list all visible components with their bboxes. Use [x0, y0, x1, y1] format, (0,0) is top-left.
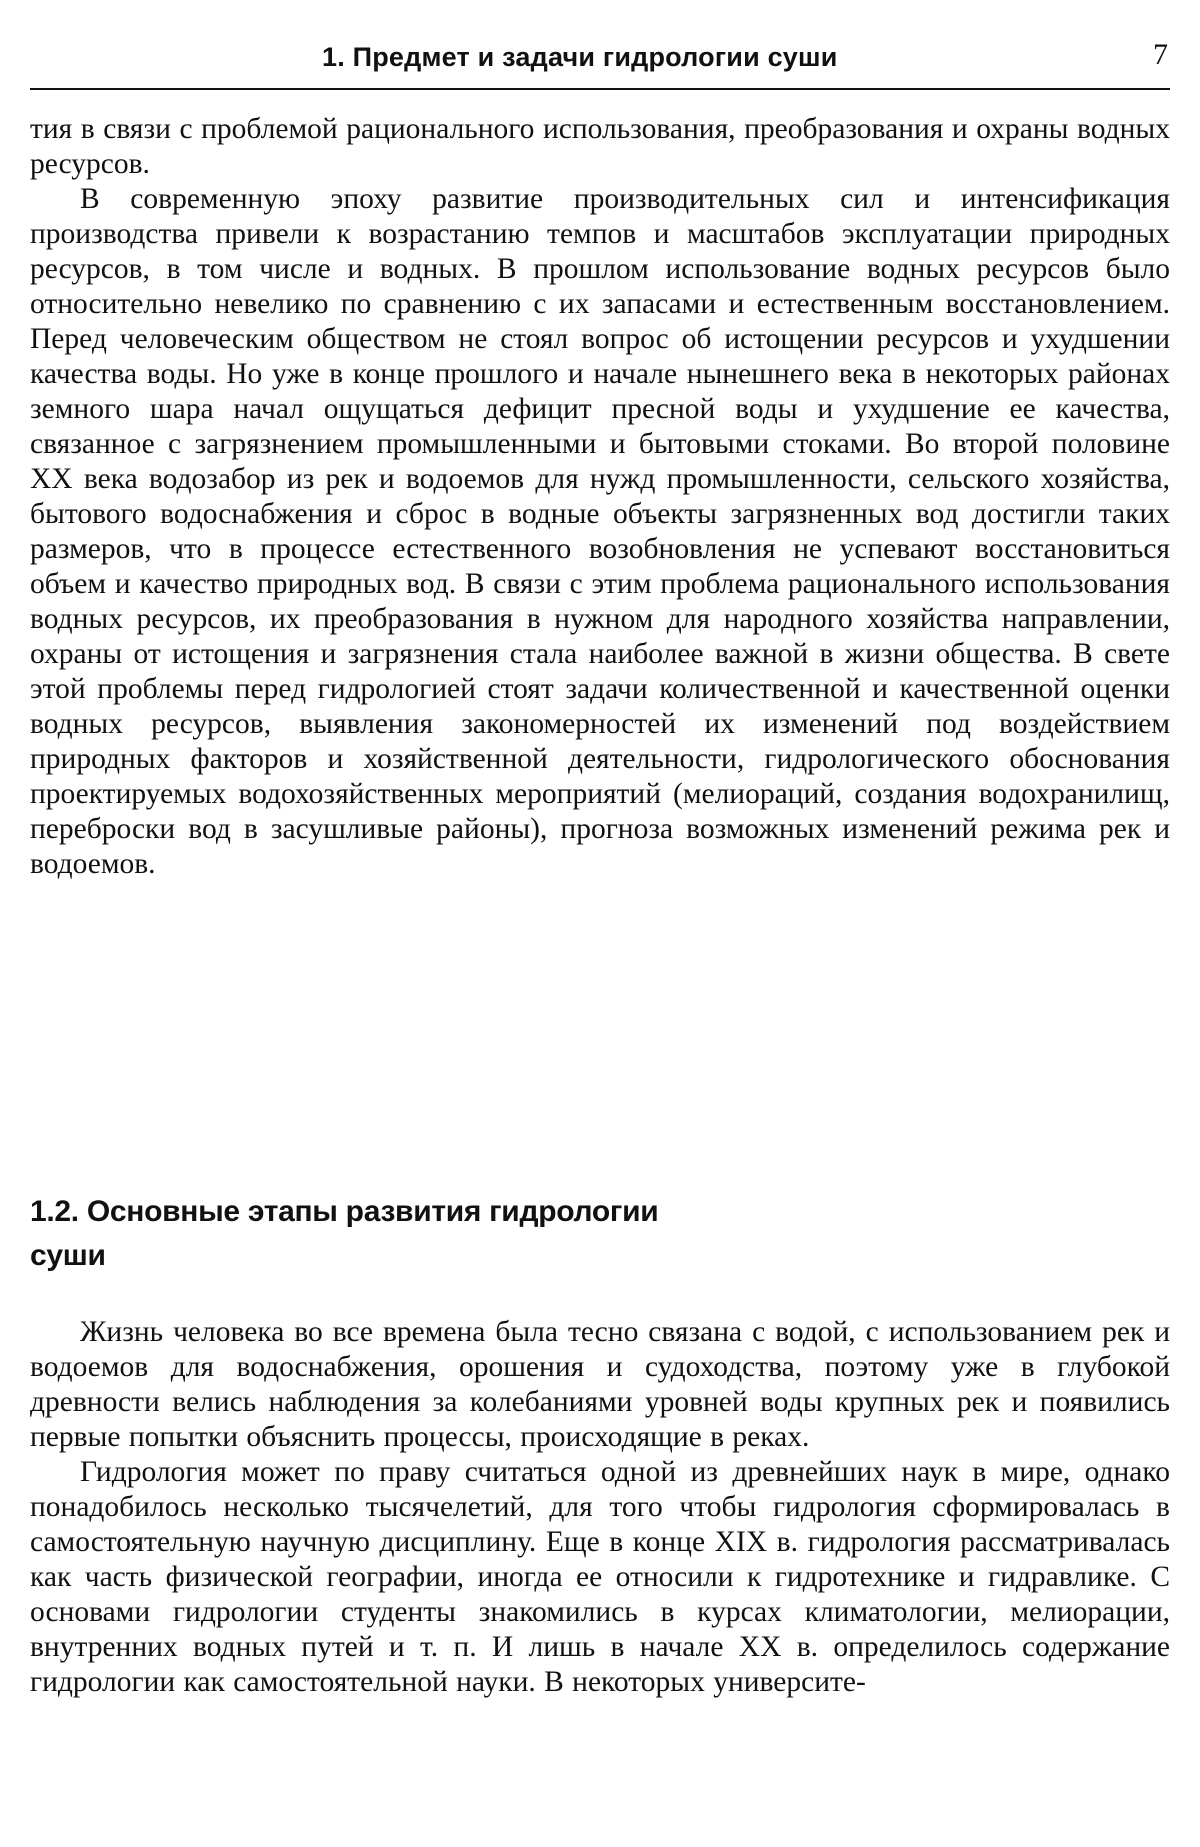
running-head	[30, 38, 1170, 90]
paragraph: Жизнь человека во все времена была тесно связана с водой, с использованием рек и водоемов для водоснабжения, орошения и судоходства, поэтому уже в глубокой древности велись наблюдения за колебаниями уровней воды крупных рек и появились первые попытки объяснить процессы, происходящие в реках.	[30, 1316, 1170, 1453]
book-page	[30, 0, 1170, 1847]
running-head-title: 1. Предмет и задачи гидрологии суши	[322, 42, 838, 72]
paragraph: В современную эпоху развитие производительных сил и интенсификация производства привели к возрастанию темпов и масштабов эксплуатации природных ресурсов, в том числе и водных. В прошлом использование водных ресурсов было относительно невелико по сравнению с их запасами и естественным восстановлением. Перед человеческим обществом не стоял вопрос об истощении ресурсов и ухудшении качества воды. Но уже в конце прошлого и начале нынешнего века в некоторых районах земного шара начал ощущаться дефицит пресной воды и ухудшение ее качества, связанное с загрязнением промышленными и бытовыми стоками. Во второй половине XX века водозабор из рек и водоемов для нужд промышленности, сельского хозяйства, бытового водоснабжения и сброс в водные объекты загрязненных вод достигли таких размеров, что в процессе естественного возобновления не успевают восстановиться объем и качество природных вод. В связи с этим проблема рационального использования водных ресурсов, их преобразования в нужном для народного хозяйства направлении, охраны от истощения и загрязнения стала наиболее важной в жизни общества. В свете этой проблемы перед гидрологией стоят задачи количественной и качественной оценки водных ресурсов, выявления закономерностей их изменений под воздействием природных факторов и хозяйственной деятельности, гидрологического обоснования проектируемых водохозяйственных мероприятий (мелиораций, создания водохранилищ, переброски вод в засушливые районы), прогноза возможных изменений режима рек и водоемов.	[30, 183, 1170, 880]
section-2-text	[30, 1315, 1170, 1700]
paragraph-continuation: тия в связи с проблемой рационального использования, преобразования и охраны водных ресурсов.	[30, 113, 1170, 180]
section-1-text	[30, 112, 1170, 882]
section-heading	[30, 1190, 830, 1278]
page-number: 7	[1153, 38, 1168, 71]
section-heading-line: 1.2. Основные этапы развития гидрологии	[30, 1195, 659, 1228]
section-heading-line: суши	[30, 1239, 106, 1272]
paragraph: Гидрология может по праву считаться одной из древнейших наук в мире, однако понадобилось несколько тысячелетий, для того чтобы гидрология сформировалась в самостоятельную научную дисциплину. Еще в конце XIX в. гидрология рассматривалась как часть физической географии, иногда ее относили к гидротехнике и гидравлике. С основами гидрологии студенты знакомились в курсах климатологии, мелиорации, внутренних водных путей и т. п. И лишь в начале XX в. определилось содержание гидрологии как самостоятельной науки. В некоторых университе-	[30, 1456, 1170, 1698]
